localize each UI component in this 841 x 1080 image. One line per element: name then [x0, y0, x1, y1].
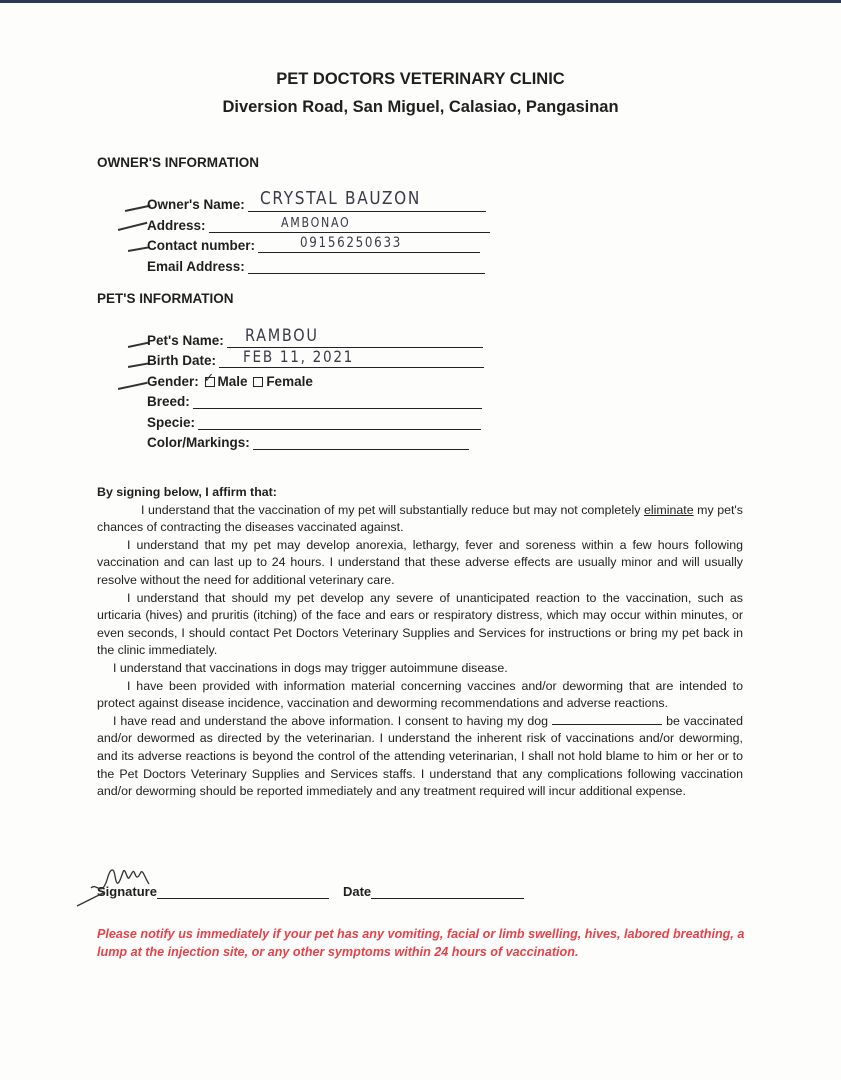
owner-address-field[interactable]	[147, 213, 490, 233]
consent-paragraph: I have read and understand the above information. I consent to having my dog be vaccinated and/or dewormed as directed by the veterinarian. I understand the inherent risk of vaccinations and/or deworming, and its adverse reactions is beyond the control of the attending veterinarian, I shall not hold blame to him or her or to the Pet Doctors Veterinary Supplies and Services staffs. I understand that any complications following vaccination and/or deworming should be reported immediately and any treatment required will incur additional expense.	[97, 713, 743, 799]
affirmation-paragraph: I have been provided with information material concerning vaccines and/or deworming that are intended to protect against disease incidence, vaccination and deworming recommendations and adverse reactions.	[97, 678, 743, 711]
owner-section-title: OWNER'S INFORMATION	[97, 155, 259, 170]
owner-contact-line	[258, 235, 480, 253]
affirmation-paragraph: I understand that should my pet develop any severe of unanticipated reaction to the vaccination, such as urticaria (hives) and pruritis (itching) of the face and ears or respiratory distress, which may occur within minutes, or even seconds, I should contact Pet Doctors Veterinary Supplies and Services for instructions or bring my pet back in the clinic immediately.	[97, 590, 743, 658]
date-line[interactable]	[371, 884, 524, 899]
female-option-label: Female	[266, 374, 313, 389]
pet-birth-field[interactable]	[147, 348, 484, 368]
female-checkbox[interactable]	[253, 377, 263, 387]
checkmark-tick	[118, 222, 147, 231]
affirmation-heading: By signing below, I affirm that:	[97, 485, 277, 499]
pet-color-field[interactable]	[147, 430, 469, 450]
pet-birth-value: FEB 11, 2021	[243, 347, 355, 366]
pet-specie-field[interactable]	[147, 410, 481, 430]
underlined-word: eliminate	[644, 502, 694, 517]
clinic-address: Diversion Road, San Miguel, Calasiao, Pangasinan	[222, 98, 619, 116]
pet-name-line	[227, 326, 483, 348]
affirmation-block	[97, 484, 743, 801]
pet-gender-label: Gender:	[147, 374, 199, 389]
owner-contact-label: Contact number:	[147, 238, 255, 253]
pet-specie-label: Specie:	[147, 415, 196, 430]
warning-notice: Please notify us immediately if your pet has any vomiting, facial or limb swelling, hives, labored breathing, a lump at the injection site, or any other symptoms within 24 hours of vaccination.	[97, 927, 745, 959]
affirmation-paragraph: I understand that the vaccination of my pet will substantially reduce but may not completely eliminate my pet's chances of contracting the diseases vaccinated against.	[97, 502, 743, 535]
owner-email-line	[248, 256, 485, 274]
owner-email-label: Email Address:	[147, 259, 245, 274]
pet-color-label: Color/Markings:	[147, 435, 250, 450]
owner-name-line	[248, 188, 486, 212]
signature-label: Signature	[97, 884, 157, 899]
pet-breed-field[interactable]	[147, 389, 482, 409]
pet-birth-label: Birth Date:	[147, 353, 217, 368]
pet-birth-line	[219, 347, 484, 368]
male-checkbox[interactable]	[203, 369, 215, 387]
date-label: Date	[342, 884, 372, 899]
checkmark-icon: ✓	[203, 369, 215, 385]
owner-name-field[interactable]	[147, 188, 486, 212]
dog-name-blank[interactable]	[552, 714, 662, 725]
scan-edge	[0, 0, 841, 3]
affirmation-paragraph: I understand that my pet may develop anorexia, lethargy, fever and soreness within a few hours following vaccination and can last up to 24 hours. I understand that these adverse effects are usually minor and will usually resolve without the need for additional veterinary care.	[97, 537, 743, 587]
signature-row	[97, 884, 524, 899]
owner-address-line	[209, 215, 490, 233]
affirmation-paragraph: I understand that vaccinations in dogs may trigger autoimmune disease.	[113, 660, 508, 675]
pet-name-label: Pet's Name:	[147, 333, 224, 348]
male-option-label: Male	[217, 374, 248, 389]
owner-address-label: Address:	[147, 218, 206, 233]
pet-breed-label: Breed:	[147, 394, 190, 409]
owner-name-value: CRYSTAL BAUZON	[259, 188, 421, 209]
pet-section-title: PET'S INFORMATION	[97, 291, 234, 306]
checkmark-tick	[118, 382, 148, 390]
pet-name-value: RAMBOU	[244, 326, 319, 346]
pet-color-line	[253, 432, 469, 450]
clinic-name: PET DOCTORS VETERINARY CLINIC	[276, 70, 565, 88]
signature-scribble	[77, 858, 157, 918]
pet-gender-field[interactable]	[147, 369, 313, 389]
signature-line[interactable]	[157, 884, 329, 899]
owner-address-value: AMBONAO	[280, 216, 350, 231]
owner-contact-value: 09156250633	[300, 235, 402, 251]
owner-contact-field[interactable]	[147, 233, 480, 253]
owner-name-label: Owner's Name:	[147, 197, 245, 212]
pet-name-field[interactable]	[147, 328, 483, 348]
pet-breed-line	[193, 391, 482, 409]
pet-specie-line	[198, 412, 481, 430]
owner-email-field[interactable]	[147, 254, 485, 274]
